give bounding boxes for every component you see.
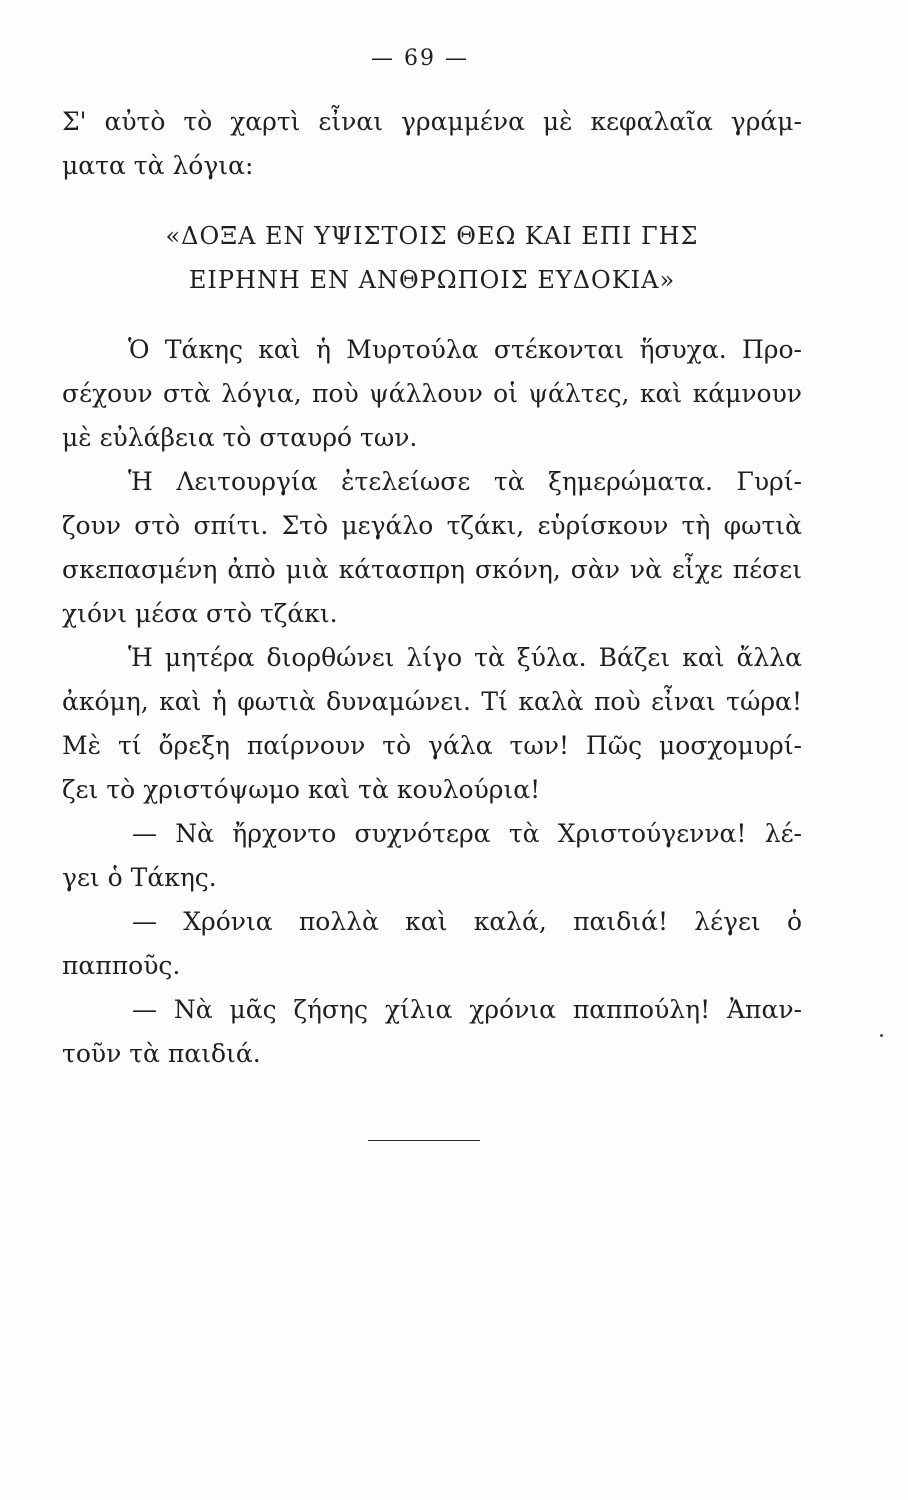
text-line: ἀκόμη, καὶ ἡ φωτιὰ δυναμώνει. Τί καλὰ ποὺ εἶναι τώρα!: [62, 687, 802, 716]
text-line: τοῦν τὰ παιδιά.: [62, 1039, 261, 1068]
dialogue-line: — Χρόνια πολλὰ καὶ καλά, παιδιά! λέγει ὁ: [132, 907, 802, 936]
section-end-rule: [368, 1140, 480, 1141]
text-line: ματα τὰ λόγια:: [62, 151, 254, 180]
text-line: Ὁ Τάκης καὶ ἡ Μυρτούλα στέκονται ἥσυχα. Προ-: [128, 335, 802, 364]
dialogue-line: — Νὰ ἤρχοντο συχνότερα τὰ Χριστούγεννα! λέ-: [132, 819, 802, 848]
text-line: παπποῦς.: [62, 951, 181, 980]
text-line: Σ' αὐτὸ τὸ χαρτὶ εἶναι γραμμένα μὲ κεφαλαῖα γράμ-: [62, 107, 802, 136]
text-line: ζουν στὸ σπίτι. Στὸ μεγάλο τζάκι, εὑρίσκουν τὴ φωτιὰ: [62, 511, 802, 540]
text-line: γει ὁ Τάκης.: [62, 863, 217, 892]
inscription-line: ΕΙΡΗΝΗ ΕΝ ΑΝΘΡΩΠΟΙΣ ΕΥΔΟΚΙΑ»: [188, 266, 676, 294]
text-line: χιόνι μέσα στὸ τζάκι.: [62, 599, 338, 628]
text-line: Ἡ Λειτουργία ἐτελείωσε τὰ ξημερώματα. Γυρί-: [128, 467, 802, 496]
dialogue-line: — Νὰ μᾶς ζήσης χίλια χρόνια παππούλη! Ἀπαν-: [132, 995, 802, 1024]
text-line: μὲ εὐλάβεια τὸ σταυρό των.: [62, 423, 418, 452]
inscription-line: «ΔΟΞΑ ΕΝ ΥΨΙΣΤΟΙΣ ΘΕΩ ΚΑΙ ΕΠΙ ΓΗΣ: [165, 222, 699, 250]
text-line: σέχουν στὰ λόγια, ποὺ ψάλλουν οἱ ψάλτες, καὶ κάμνουν: [62, 379, 802, 408]
page-number: — 69 —: [371, 46, 469, 71]
text-line: ζει τὸ χριστόψωμο καὶ τὰ κουλούρια!: [62, 775, 541, 804]
text-line: σκεπασμένη ἀπὸ μιὰ κάτασπρη σκόνη, σὰν νὰ εἶχε πέσει: [62, 555, 802, 584]
text-line: Μὲ τί ὄρεξη παίρνουν τὸ γάλα των! Πῶς μοσχομυρί-: [62, 731, 802, 760]
paper-speck: [880, 1034, 883, 1037]
text-line: Ἡ μητέρα διορθώνει λίγο τὰ ξύλα. Βάζει καὶ ἄλλα: [128, 643, 802, 672]
body-text: [62, 100, 802, 1076]
